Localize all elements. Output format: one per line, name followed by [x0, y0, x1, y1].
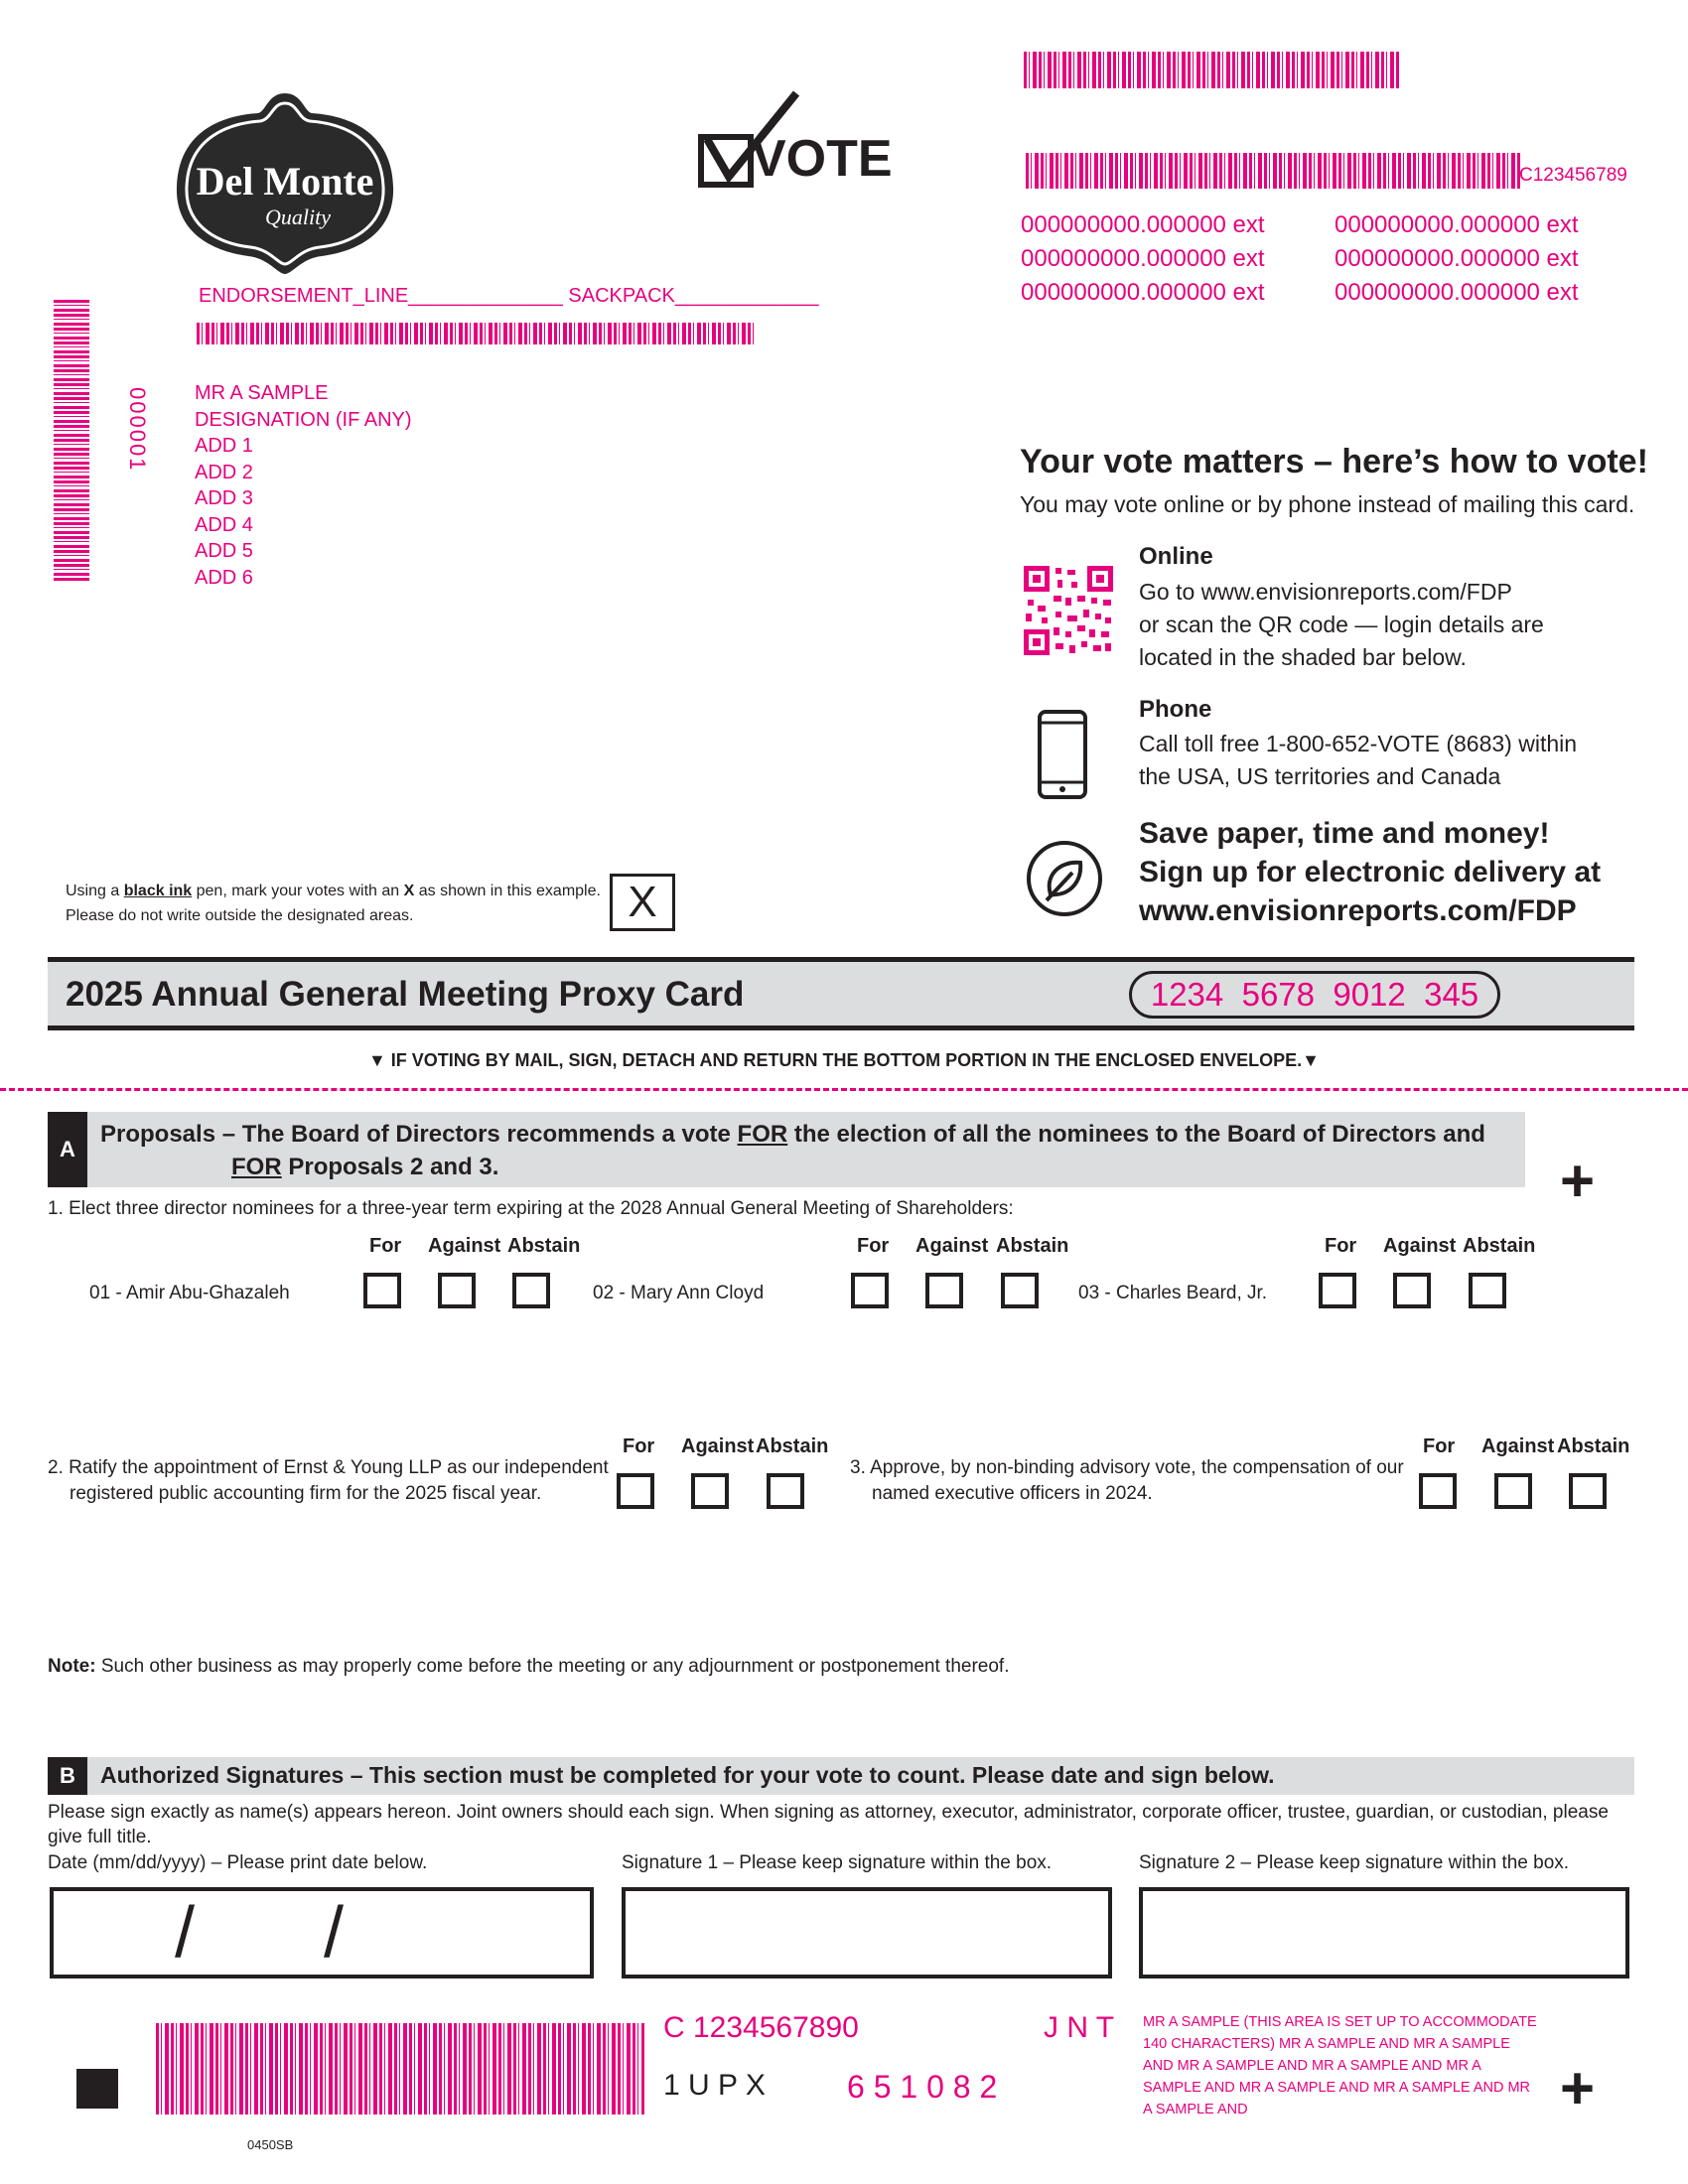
signing-instructions: Please sign exactly as name(s) appears hereon. Joint owners should each sign. When signing as attorney, executor, administrator, corporate officer, trustee, guardian, or custodian, please give full title.	[48, 1802, 1609, 1847]
detach-instructions: ▼ IF VOTING BY MAIL, SIGN, DETACH AND RETURN THE BOTTOM PORTION IN THE ENCLOSED ENVELOPE.▼	[367, 1050, 1320, 1070]
section-a-letter-text: A	[60, 1137, 75, 1161]
registration-plus: +	[1560, 2055, 1596, 2121]
vote-info-subheading: You may vote online or by phone instead of mailing this card.	[1020, 491, 1635, 517]
address-line: DESIGNATION (IF ANY)	[195, 408, 412, 431]
ext-number: 000000000.000000 ext	[1021, 245, 1265, 272]
col-against: Against	[1481, 1435, 1555, 1457]
postal-barcode	[197, 323, 755, 344]
instr-line2: Please do not write outside the designated areas.	[66, 907, 414, 924]
nominee-3-against-checkbox[interactable]	[1393, 1273, 1431, 1308]
footer-barcode	[156, 2023, 644, 2115]
date-label: Date (mm/dd/yyyy) – Please print date below.	[48, 1852, 428, 1873]
section-a-title	[100, 1118, 1485, 1183]
proposal-3-line: named executive officers in 2024.	[872, 1483, 1153, 1504]
online-title: Online	[1139, 543, 1213, 570]
signature-2-field[interactable]	[1139, 1887, 1629, 1979]
address-line: ADD 6	[195, 566, 253, 589]
sa-for: FOR	[737, 1121, 788, 1148]
vote-check-mark	[697, 89, 893, 194]
form-code: 0450SB	[247, 2137, 294, 2152]
phone-instructions	[1139, 728, 1577, 793]
ext-number: 000000000.000000 ext	[1335, 245, 1579, 272]
section-b-letter	[48, 1757, 87, 1795]
online-instructions	[1139, 576, 1544, 674]
proposal-2-for-checkbox[interactable]	[617, 1473, 654, 1509]
signature-1-field[interactable]	[622, 1887, 1112, 1979]
footer-c-code: C 1234567890	[663, 2011, 859, 2044]
ext-number: 000000000.000000 ext	[1335, 211, 1579, 238]
nominee-2: 02 - Mary Ann Cloyd	[593, 1283, 765, 1303]
col-abstain: Abstain	[1557, 1435, 1630, 1457]
proposal-3-for-checkbox[interactable]	[1419, 1473, 1457, 1509]
save-line: Sign up for electronic delivery at	[1139, 856, 1602, 888]
example-mark-box	[610, 874, 675, 931]
qr-code-icon	[1024, 566, 1113, 655]
barcode-top	[1024, 52, 1401, 88]
nominee-1-against-checkbox[interactable]	[438, 1273, 476, 1308]
vote-label: VOTE	[752, 130, 893, 188]
section-b-title: Authorized Signatures – This section must be completed for your vote to count. Please date and sign below.	[100, 1762, 1275, 1788]
endorsement-line: ENDORSEMENT_LINE______________ SACKPACK_____________	[199, 285, 819, 307]
col-abstain: Abstain	[756, 1435, 829, 1457]
nominee-1: 01 - Amir Abu-Ghazaleh	[89, 1283, 290, 1303]
col-for: For	[369, 1235, 402, 1257]
address-line: ADD 3	[195, 487, 253, 509]
col-for: For	[857, 1235, 890, 1257]
col-against: Against	[915, 1235, 989, 1257]
proposal-2-line: registered public accounting firm for the 2025 fiscal year.	[70, 1483, 542, 1504]
proposal-3-line: 3. Approve, by non-binding advisory vote, the compensation of our	[850, 1457, 1404, 1478]
note	[48, 1656, 1009, 1678]
instr-text: as shown in this example.	[414, 883, 601, 899]
nominee-1-abstain-checkbox[interactable]	[512, 1273, 550, 1308]
phone-icon	[1037, 709, 1088, 800]
proposal-3-against-checkbox[interactable]	[1494, 1473, 1532, 1509]
online-line: located in the shaded bar below.	[1139, 644, 1467, 670]
ext-number: 000000000.000000 ext	[1021, 211, 1265, 238]
proposal-3-abstain-checkbox[interactable]	[1569, 1473, 1607, 1509]
brand-name: Del Monte	[196, 159, 374, 204]
registration-plus: +	[1560, 1148, 1596, 1214]
side-barcode	[54, 300, 89, 583]
proposal-1: 1. Elect three director nominees for a three-year term expiring at the 2028 Annual General Meeting of Shareholders:	[48, 1198, 1014, 1219]
address-line: ADD 1	[195, 435, 253, 457]
ext-number: 000000000.000000 ext	[1335, 279, 1579, 306]
address-block	[195, 380, 412, 591]
footer-sample-text: MR A SAMPLE (THIS AREA IS SET UP TO ACCOMMODATE 140 CHARACTERS) MR A SAMPLE AND MR A SAMPLE AND MR A SAMPLE AND MR A SAMPLE AND MR A SAMPLE AND MR A SAMPLE AND MR A SAMPLE AND MR A SAMPLE AND	[1143, 2014, 1537, 2117]
date-separator: /	[175, 1893, 196, 1973]
nominee-3: 03 - Charles Beard, Jr.	[1078, 1283, 1268, 1303]
phone-title: Phone	[1139, 696, 1212, 723]
signature-1-label: Signature 1 – Please keep signature within the box.	[622, 1852, 1053, 1873]
date-field[interactable]	[50, 1887, 594, 1979]
ext-numbers-left	[1021, 208, 1265, 310]
col-against: Against	[428, 1235, 501, 1257]
nominee-3-for-checkbox[interactable]	[1319, 1273, 1356, 1308]
address-line: ADD 4	[195, 513, 253, 536]
col-against: Against	[1383, 1235, 1457, 1257]
date-separator: /	[324, 1893, 345, 1973]
nominee-3-abstain-checkbox[interactable]	[1469, 1273, 1506, 1308]
login-code-pill	[1129, 971, 1500, 1019]
instr-black-ink: black ink	[123, 883, 193, 899]
electronic-delivery	[1139, 814, 1601, 930]
online-line: Go to www.envisionreports.com/FDP	[1139, 579, 1512, 605]
card-title: 2025 Annual General Meeting Proxy Card	[66, 975, 745, 1014]
col-abstain: Abstain	[507, 1235, 581, 1257]
registration-square	[76, 2069, 118, 2109]
ext-number: 000000000.000000 ext	[1021, 279, 1265, 306]
vote-info-heading: Your vote matters – here’s how to vote!	[1020, 443, 1648, 480]
instr-text: Using a	[66, 883, 124, 899]
footer-jnt: J N T	[1044, 2011, 1115, 2044]
note-label: Note:	[48, 1656, 96, 1677]
save-line: Save paper, time and money!	[1139, 817, 1550, 850]
section-b-letter-text: B	[60, 1763, 75, 1788]
login-code: 1234 5678 9012 345	[1150, 976, 1479, 1013]
address-line: ADD 2	[195, 461, 253, 483]
nominee-2-for-checkbox[interactable]	[851, 1273, 889, 1308]
perforation-line	[0, 1088, 1688, 1091]
col-abstain: Abstain	[996, 1235, 1069, 1257]
ext-numbers-right	[1335, 208, 1579, 310]
proposal-2	[48, 1455, 609, 1507]
barcode-control	[1026, 153, 1522, 189]
proposal-2-line: 2. Ratify the appointment of Ernst & Young LLP as our independent	[48, 1457, 609, 1478]
address-line: ADD 5	[195, 540, 253, 562]
phone-line: the USA, US territories and Canada	[1139, 763, 1501, 789]
section-a-letter	[48, 1112, 87, 1187]
del-monte-logo	[169, 87, 402, 276]
col-for: For	[1423, 1435, 1456, 1457]
address-line: MR A SAMPLE	[195, 382, 329, 404]
save-line: www.envisionreports.com/FDP	[1139, 894, 1577, 927]
footer-upx: 1 U P X	[663, 2069, 766, 2102]
marking-instructions	[66, 879, 601, 928]
sa-for: FOR	[231, 1154, 282, 1180]
control-code: C123456789	[1519, 165, 1627, 186]
phone-line: Call toll free 1-800-652-VOTE (8683) within	[1139, 731, 1578, 756]
proposal-2-against-checkbox[interactable]	[691, 1473, 729, 1509]
sa-text: Proposals 2 and 3.	[281, 1154, 499, 1180]
instr-x: X	[403, 883, 415, 899]
sa-text: Proposals – The Board of Directors recommends a vote	[100, 1121, 738, 1148]
footer-job-number: 6 5 1 0 8 2	[847, 2069, 998, 2105]
col-against: Against	[681, 1435, 755, 1457]
proposal-3	[850, 1455, 1404, 1507]
nominee-1-for-checkbox[interactable]	[363, 1273, 401, 1308]
instr-text: pen, mark your votes with an	[192, 883, 404, 899]
leaf-icon	[1025, 839, 1104, 918]
brand-tagline: Quality	[265, 205, 331, 229]
col-abstain: Abstain	[1463, 1235, 1536, 1257]
example-x: X	[628, 878, 657, 926]
col-for: For	[1325, 1235, 1357, 1257]
signature-2-label: Signature 2 – Please keep signature within the box.	[1139, 1852, 1570, 1873]
note-text: Such other business as may properly come before the meeting or any adjournment or postponement thereof.	[95, 1656, 1010, 1677]
sa-text: the election of all the nominees to the Board of Directors and	[787, 1121, 1485, 1148]
online-line: or scan the QR code — login details are	[1139, 612, 1544, 637]
proposal-2-abstain-checkbox[interactable]	[767, 1473, 804, 1509]
mail-id: 000001	[125, 387, 150, 473]
nominee-2-against-checkbox[interactable]	[925, 1273, 963, 1308]
col-for: For	[623, 1435, 655, 1457]
nominee-2-abstain-checkbox[interactable]	[1001, 1273, 1039, 1308]
